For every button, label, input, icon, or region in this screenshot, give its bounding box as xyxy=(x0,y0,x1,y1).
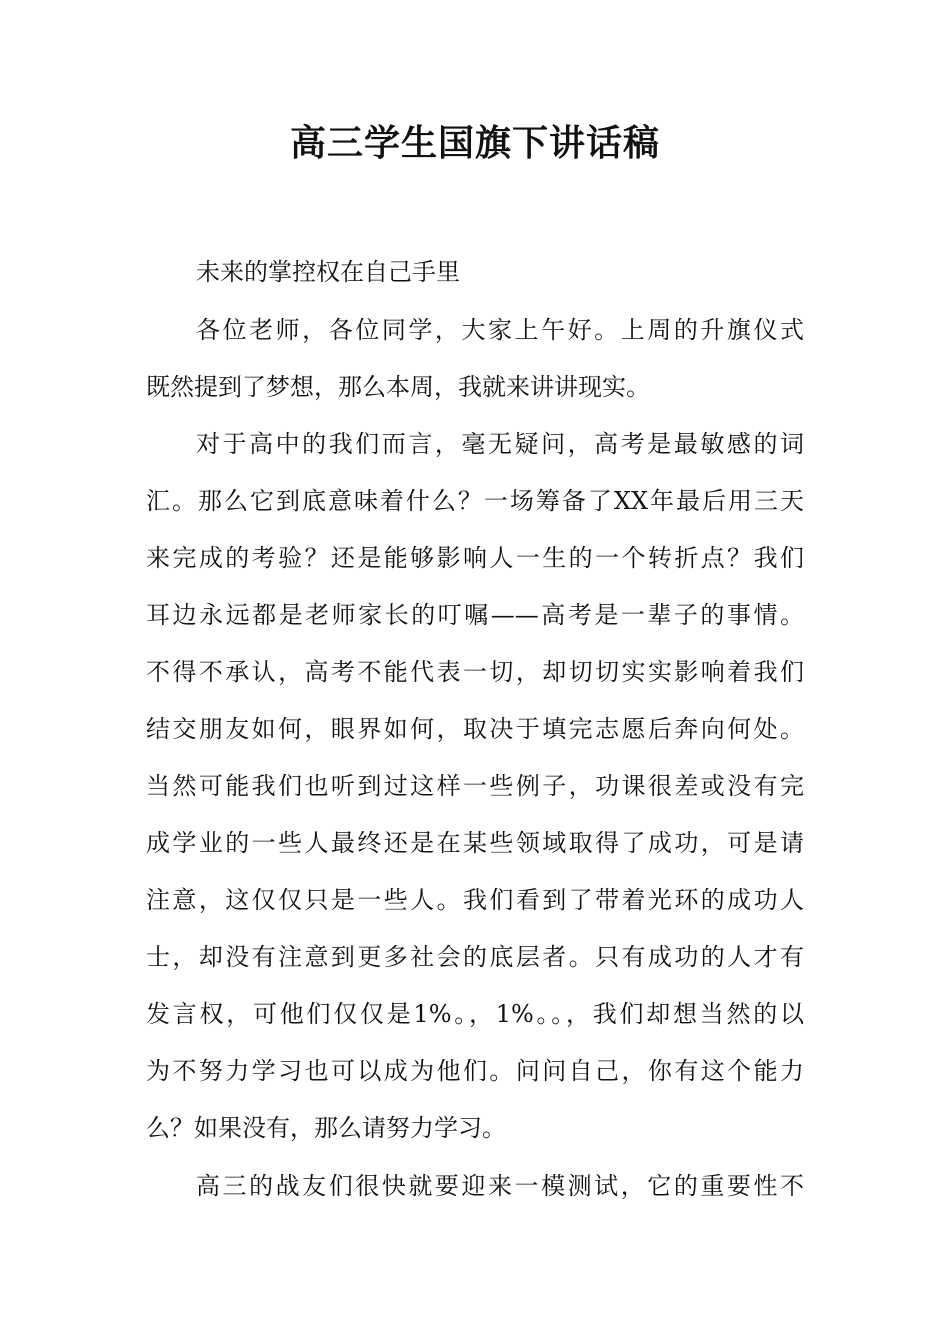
body-line: 为不努力学习也可以成为他们。问问自己，你有这个能力 xyxy=(146,1057,804,1085)
body-line: 对于高中的我们而言，毫无疑问，高考是最敏感的词 xyxy=(196,430,804,458)
body-line: 当然可能我们也听到过这样一些例子，功课很差或没有完 xyxy=(146,772,804,800)
document-title: 高三学生国旗下讲话稿 xyxy=(289,123,660,164)
body-line: 既然提到了梦想，那么本周，我就来讲讲现实。 xyxy=(146,373,650,401)
body-line: 士，却没有注意到更多社会的底层者。只有成功的人才有 xyxy=(146,943,804,971)
body-line: 来完成的考验？还是能够影响人一生的一个转折点？我们 xyxy=(146,544,804,572)
body-line: 成学业的一些人最终还是在某些领域取得了成功，可是请 xyxy=(146,829,804,857)
body-line: 不得不承认，高考不能代表一切，却切切实实影响着我们 xyxy=(146,658,804,686)
body-line: 各位老师，各位同学，大家上午好。上周的升旗仪式 xyxy=(196,316,804,344)
body-line: 注意，这仅仅只是一些人。我们看到了带着光环的成功人 xyxy=(146,886,804,914)
subtitle-line: 未来的掌控权在自己手里 xyxy=(196,258,460,286)
body-line: 耳边永远都是老师家长的叮嘱——高考是一辈子的事情。 xyxy=(146,601,804,629)
body-line: 汇。那么它到底意味着什么？一场筹备了XX年最后用三天 xyxy=(146,487,804,515)
body-line: 么？如果没有，那么请努力学习。 xyxy=(146,1114,506,1142)
body-line: 发言权，可他们仅仅是1%。，1%。。，我们却想当然的以 xyxy=(146,1000,804,1028)
body-line: 结交朋友如何，眼界如何，取决于填完志愿后奔向何处。 xyxy=(146,715,804,743)
body-line: 高三的战友们很快就要迎来一模测试，它的重要性不 xyxy=(196,1172,804,1200)
